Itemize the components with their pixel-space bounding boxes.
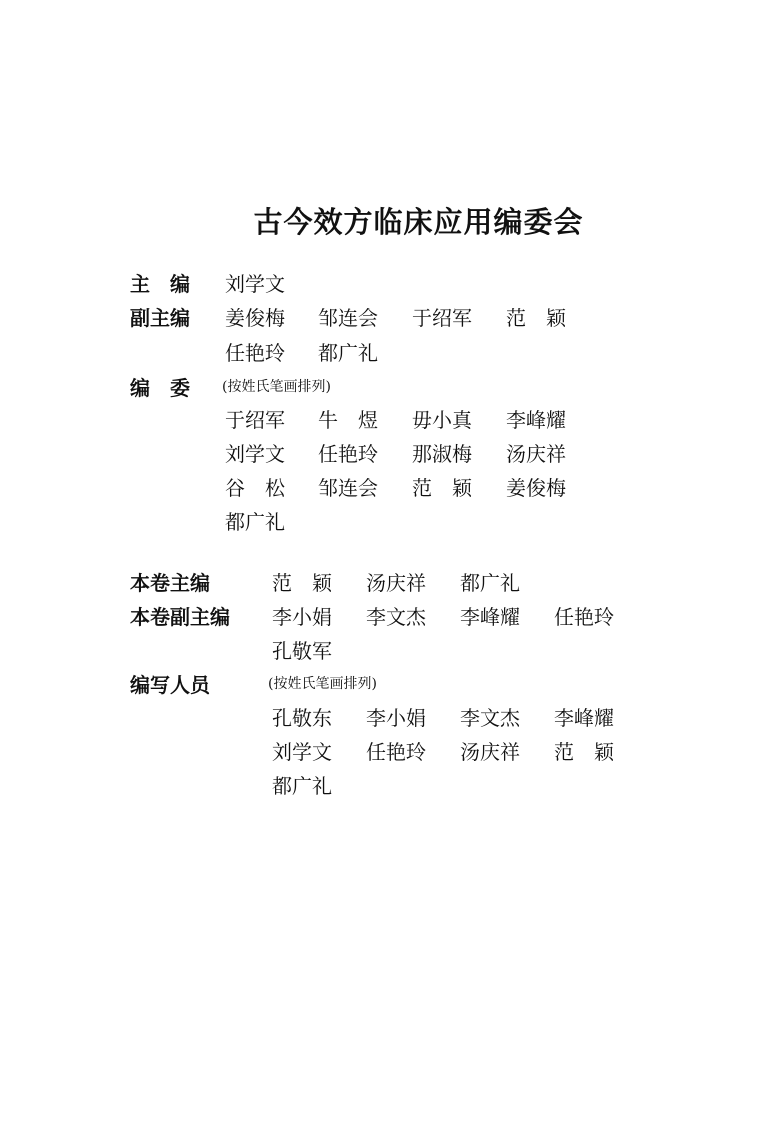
deputy-editor-label: 副主编 <box>130 306 190 330</box>
member-name: 姜俊梅 <box>506 476 566 500</box>
volume-chief-name: 都广礼 <box>460 571 520 595</box>
member-name: 谷 松 <box>225 476 285 500</box>
volume-deputy-name: 李峰耀 <box>460 605 520 629</box>
member-name: 李峰耀 <box>506 408 566 432</box>
deputy-editor-name: 任艳玲 <box>225 341 285 365</box>
member-name: 于绍军 <box>225 408 285 432</box>
volume-deputy-name: 李文杰 <box>366 605 426 629</box>
deputy-editor-name: 范 颖 <box>506 306 566 330</box>
writer-name: 范 颖 <box>554 740 614 764</box>
chief-editor-label: 主 编 <box>130 272 190 296</box>
member-name: 邹连会 <box>318 476 378 500</box>
writer-name: 李小娟 <box>366 706 426 730</box>
writer-name: 都广礼 <box>272 774 332 798</box>
deputy-editor-name: 于绍军 <box>412 306 472 330</box>
member-name: 毋小真 <box>412 408 472 432</box>
deputy-editor-name: 都广礼 <box>318 341 378 365</box>
deputy-editor-name: 邹连会 <box>318 306 378 330</box>
writer-name: 刘学文 <box>272 740 332 764</box>
member-name: 牛 煜 <box>318 408 378 432</box>
member-name: 范 颖 <box>412 476 472 500</box>
volume-chief-name: 范 颖 <box>272 571 332 595</box>
page-title: 古今效方临床应用编委会 <box>253 205 584 239</box>
writer-name: 汤庆祥 <box>460 740 520 764</box>
writer-name: 任艳玲 <box>366 740 426 764</box>
volume-chief-name: 汤庆祥 <box>366 571 426 595</box>
members-label: 编 委 <box>130 376 190 400</box>
volume-deputy-label: 本卷副主编 <box>130 605 230 629</box>
member-name: 汤庆祥 <box>506 442 566 466</box>
member-name: 那淑梅 <box>412 442 472 466</box>
writer-name: 李文杰 <box>460 706 520 730</box>
member-name: 任艳玲 <box>318 442 378 466</box>
volume-deputy-name: 任艳玲 <box>554 605 614 629</box>
volume-deputy-name: 孔敬军 <box>272 639 332 663</box>
member-name: 都广礼 <box>225 510 285 534</box>
member-name: 刘学文 <box>225 442 285 466</box>
chief-editor-name: 刘学文 <box>225 272 285 296</box>
volume-deputy-name: 李小娟 <box>272 605 332 629</box>
writer-name: 孔敬东 <box>272 706 332 730</box>
volume-chief-label: 本卷主编 <box>130 571 210 595</box>
writer-name: 李峰耀 <box>554 706 614 730</box>
members-ordering-note: (按姓氏笔画排列) <box>222 379 331 395</box>
deputy-editor-name: 姜俊梅 <box>225 306 285 330</box>
writers-label: 编写人员 <box>130 673 210 697</box>
writers-ordering-note: (按姓氏笔画排列) <box>268 676 377 692</box>
